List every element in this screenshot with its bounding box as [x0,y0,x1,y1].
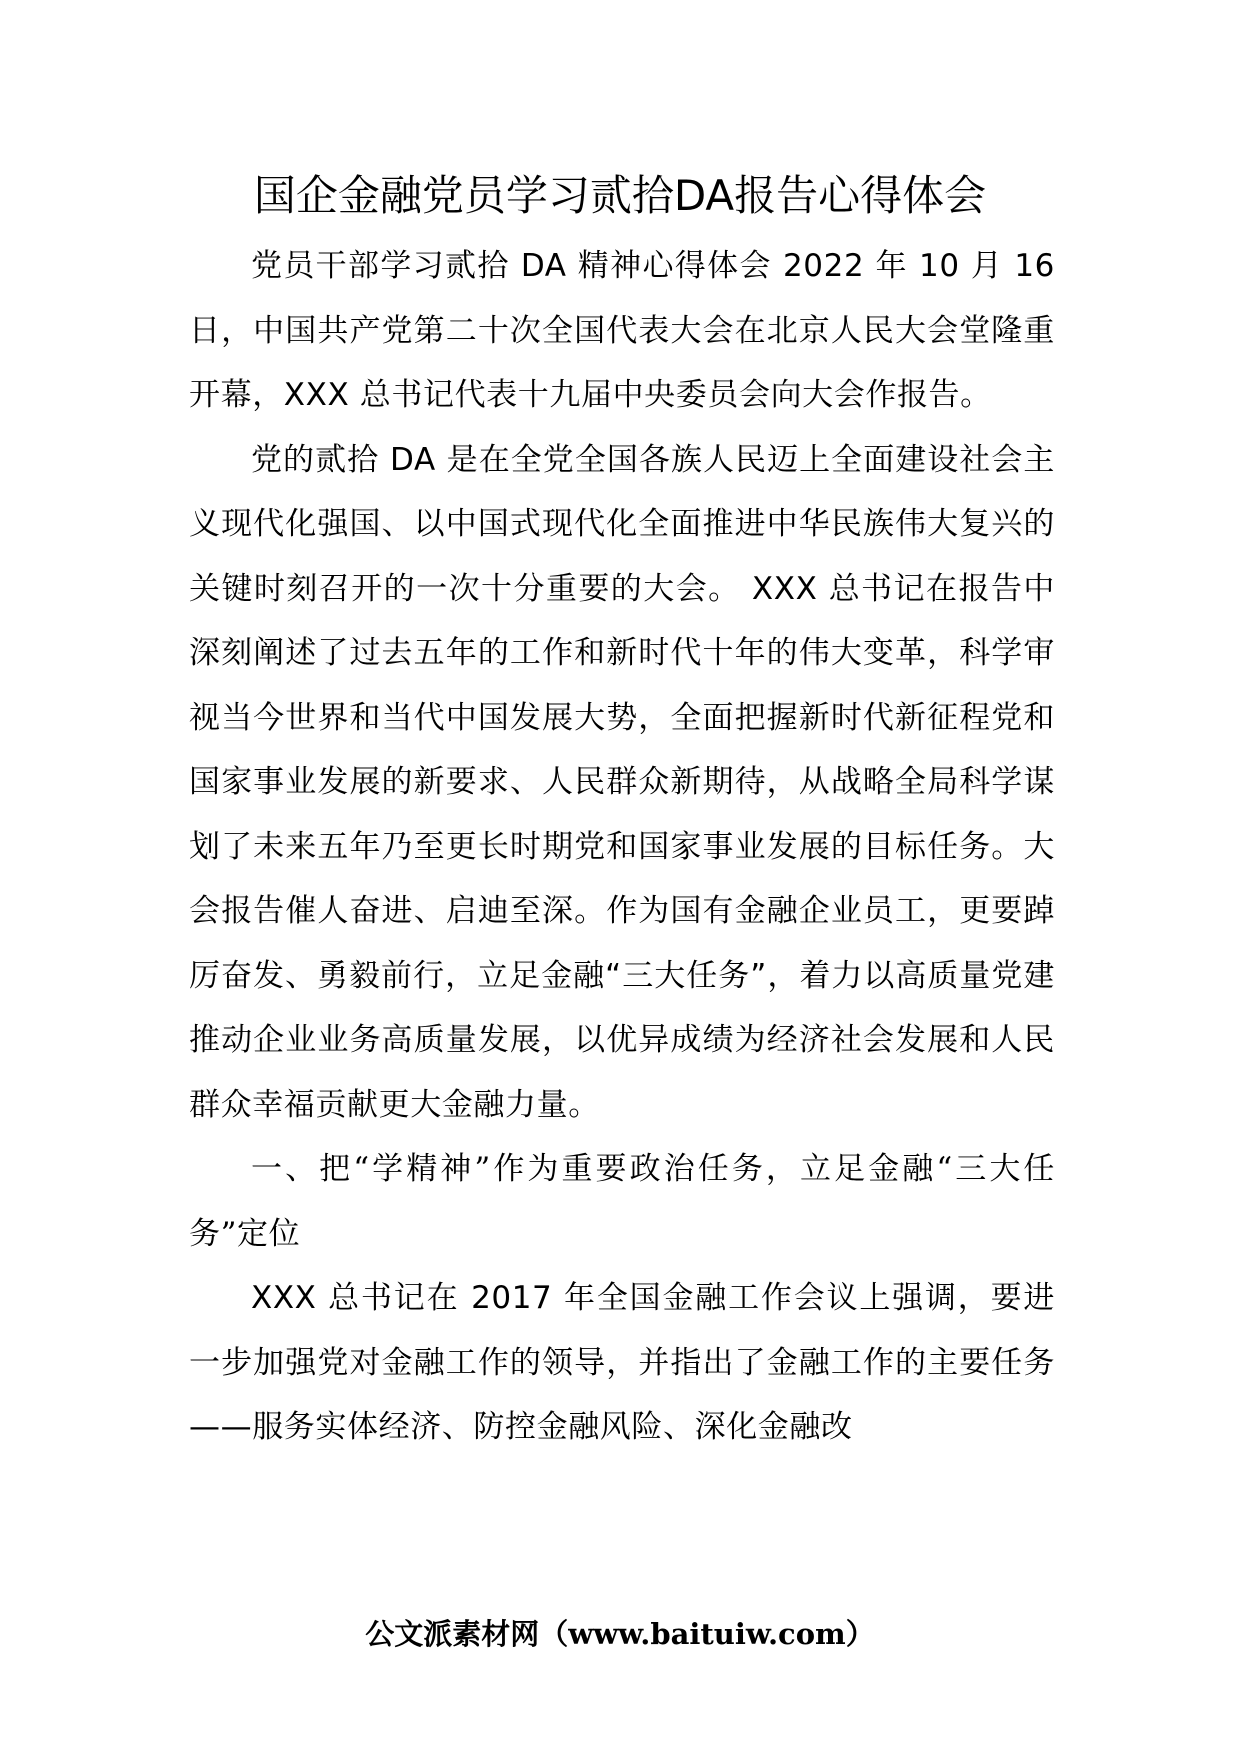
section-heading: 一、把“学精神”作为重要政治任务，立足金融“三大任务”定位 [189,1151,1055,1252]
document-title: 国企金融党员学习贰拾DA报告心得体会 [253,171,987,220]
paragraph-main: 党的贰拾 DA 是在全党全国各族人民迈上全面建设社会主义现代化强国、以中国式现代化全面推进中华民族伟大复兴的关键时刻召开的一次十分重要的大会。 XXX 总书记在报告中深刻阐述了过去五年的工作和新时代十年的伟大变革，科学审视当今世界和当代中国发展大势，全面把握新时代新征程党和国家事业发展的新要求、人民群众新期待，从战略全局科学谋划了未来五年乃至更长时期党和国家事业发展的目标任务。大会报告催人奋进、启迪至深。作为国有金融企业员工，更要踔厉奋发、勇毅前行，立足金融“三大任务”，着力以高质量党建推动企业业务高质量发展，以优异成绩为经济社会发展和人民群众幸福贡献更大金融力量。 [189,441,1055,1123]
paragraph-intro: 党员干部学习贰拾 DA 精神心得体会 2022 年 10 月 16 日，中国共产党第二十次全国代表大会在北京人民大会堂隆重开幕，XXX 总书记代表十九届中央委员会向大会作报告。 [189,248,1055,413]
document-body [189,234,1055,1460]
paragraph-section: XXX 总书记在 2017 年全国金融工作会议上强调，要进一步加强党对金融工作的领导，并指出了金融工作的主要任务——服务实体经济、防控金融风险、深化金融改 [189,1280,1055,1445]
footer-watermark: 公文派素材网（www.baituiw.com） [365,1617,875,1651]
